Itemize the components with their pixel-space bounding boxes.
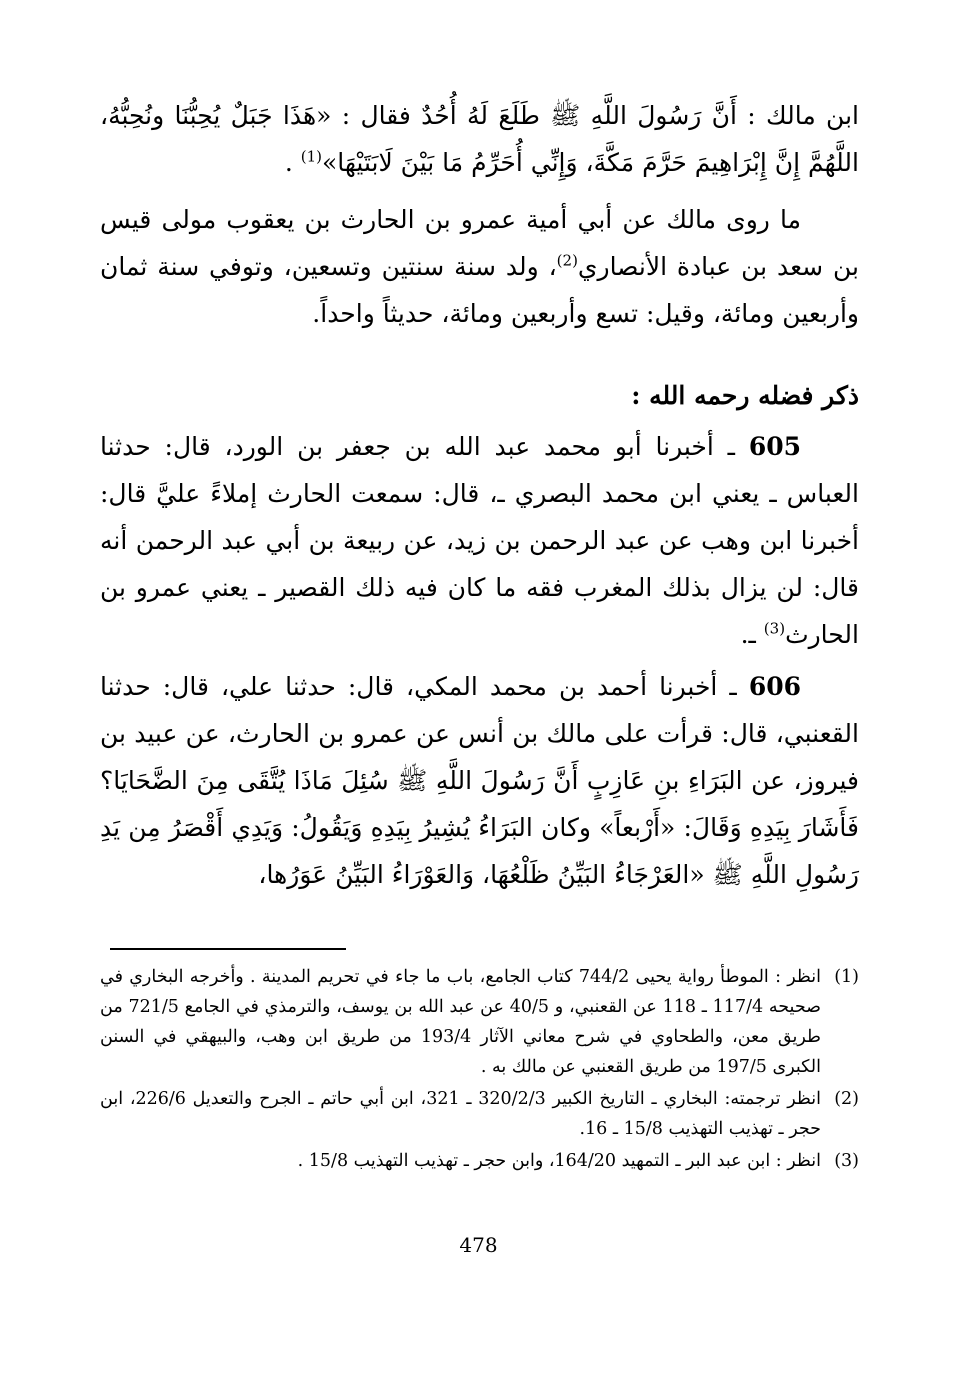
quote-end: . (284, 148, 301, 177)
quote-text: أَنَّ رَسُولَ اللَّهِ ﷺ طَلَعَ لَهُ أُحُدٌ فقال : «هَذَا جَبَلٌ يُحِبُّنَا ونُحِبُّهُ، اللَّهُمَّ إِنَّ إِبْرَاهِيمَ حَرَّمَ مَكَّةَ، وَإِنِّي أُحَرِّمُ مَا بَيْنَ لَابَتَيْهَا» (100, 101, 859, 177)
hadith-text: ـ أخبرنا أبو محمد عبد الله بن جعفر بن الورد، قال: حدثنا العباس ـ يعني ابن محمد البصري ـ، قال: سمعت الحارث إملاءً عليَّ قال: أخبرنا ابن وهب عن عبد الرحمن بن زيد، عن ربيعة بن أبي عبد الرحمن أنه قال: لن يزال بذلك المغرب فقه ما كان فيه ذلك القصير ـ يعني عمرو بن الحارث (100, 432, 859, 649)
quote-lead: ابن مالك : (736, 101, 859, 130)
footnote-ref-3: (3) (763, 619, 786, 638)
hadith-number: 606 (748, 672, 801, 701)
footnotes (100, 962, 859, 1178)
footnote (100, 1084, 859, 1144)
footnote-divider (110, 948, 346, 950)
biography-text-1: ما روى مالك عن أبي أمية عمرو بن الحارث بن يعقوب مولى قيس بن سعد بن عبادة الأنصاري (100, 205, 859, 281)
footnote-number: (2) (834, 1089, 859, 1109)
hadith-text-end: ـ. (740, 620, 764, 649)
page-number: 478 (459, 1233, 498, 1257)
footnote-ref-2: (2) (556, 251, 578, 270)
hadith-606 (100, 663, 859, 898)
footnote-number: (3) (834, 1151, 859, 1171)
footnote-number: (1) (834, 967, 859, 987)
footnote-text: انظر : الموطأ رواية يحيى 744/2 كتاب الجامع، باب ما جاء في تحريم المدينة . وأخرجه البخاري في صحيحه 117/4 ـ 118 عن القعنبي، و 40/5 عن عبد الله بن يوسف، والترمذي في الجامع 721/5 من طريق معن، والطحاوي في شرح معاني الآثار 193/4 من طريق ابن وهب، والبيهقي في السنن الكبرى 197/5 من طريق القعنبي عن مالك به . (100, 967, 821, 1077)
biography-paragraph (100, 196, 859, 337)
biography-text-2: ، ولد سنة سنتين وتسعين، وتوفي سنة ثمان وأربعين ومائة، وقيل: تسع وأربعين ومائة، حديثاً واحداً. (100, 252, 859, 328)
footnote (100, 962, 859, 1082)
footnote-text: انظر : ابن عبد البر ـ التمهيد 164/20، وابن حجر ـ تهذيب التهذيب 15/8 . (297, 1151, 821, 1171)
hadith-number: 605 (748, 432, 801, 461)
hadith-text: ـ أخبرنا أحمد بن محمد المكي، قال: حدثنا علي، قال: حدثنا القعنبي، قال: قرأت على مالك بن أنس عن عمرو بن الحارث، عن عبيد بن فيروز، عن البَرَاءِ بنِ عَازِبٍ أَنَّ رَسُولَ اللَّهِ ﷺ سُئِلَ مَاذَا يُتَّقَى مِنَ الضَّحَايَا؟ فَأَشَارَ بِيَدِهِ وَقَالَ: «أَرْبعاً» وكان البَرَاءُ يُشِيرُ بِيَدِهِ وَيَقُولُ: وَيَدِي أَقْصَرُ مِن يَدِ رَسُولِ اللَّهِ ﷺ «العَرْجَاءُ البَيِّنُ ظَلْعُهَا، وَالعَوْرَاءُ البَيِّنُ عَوَرُها، (100, 672, 859, 889)
quote-paragraph (100, 92, 859, 186)
section-heading: ذكر فضله رحمه الله : (631, 381, 859, 410)
footnote-text: انظر ترجمته: البخاري ـ التاريخ الكبير 320/2/3 ـ 321، ابن أبي حاتم ـ الجرح والتعديل 226/6، ابن حجر ـ تهذيب التهذيب 15/8 ـ 16. (100, 1089, 821, 1139)
main-text (100, 92, 859, 903)
footnote (100, 1146, 859, 1176)
hadith-605 (100, 423, 859, 658)
footnote-ref-1: (1) (300, 147, 322, 166)
